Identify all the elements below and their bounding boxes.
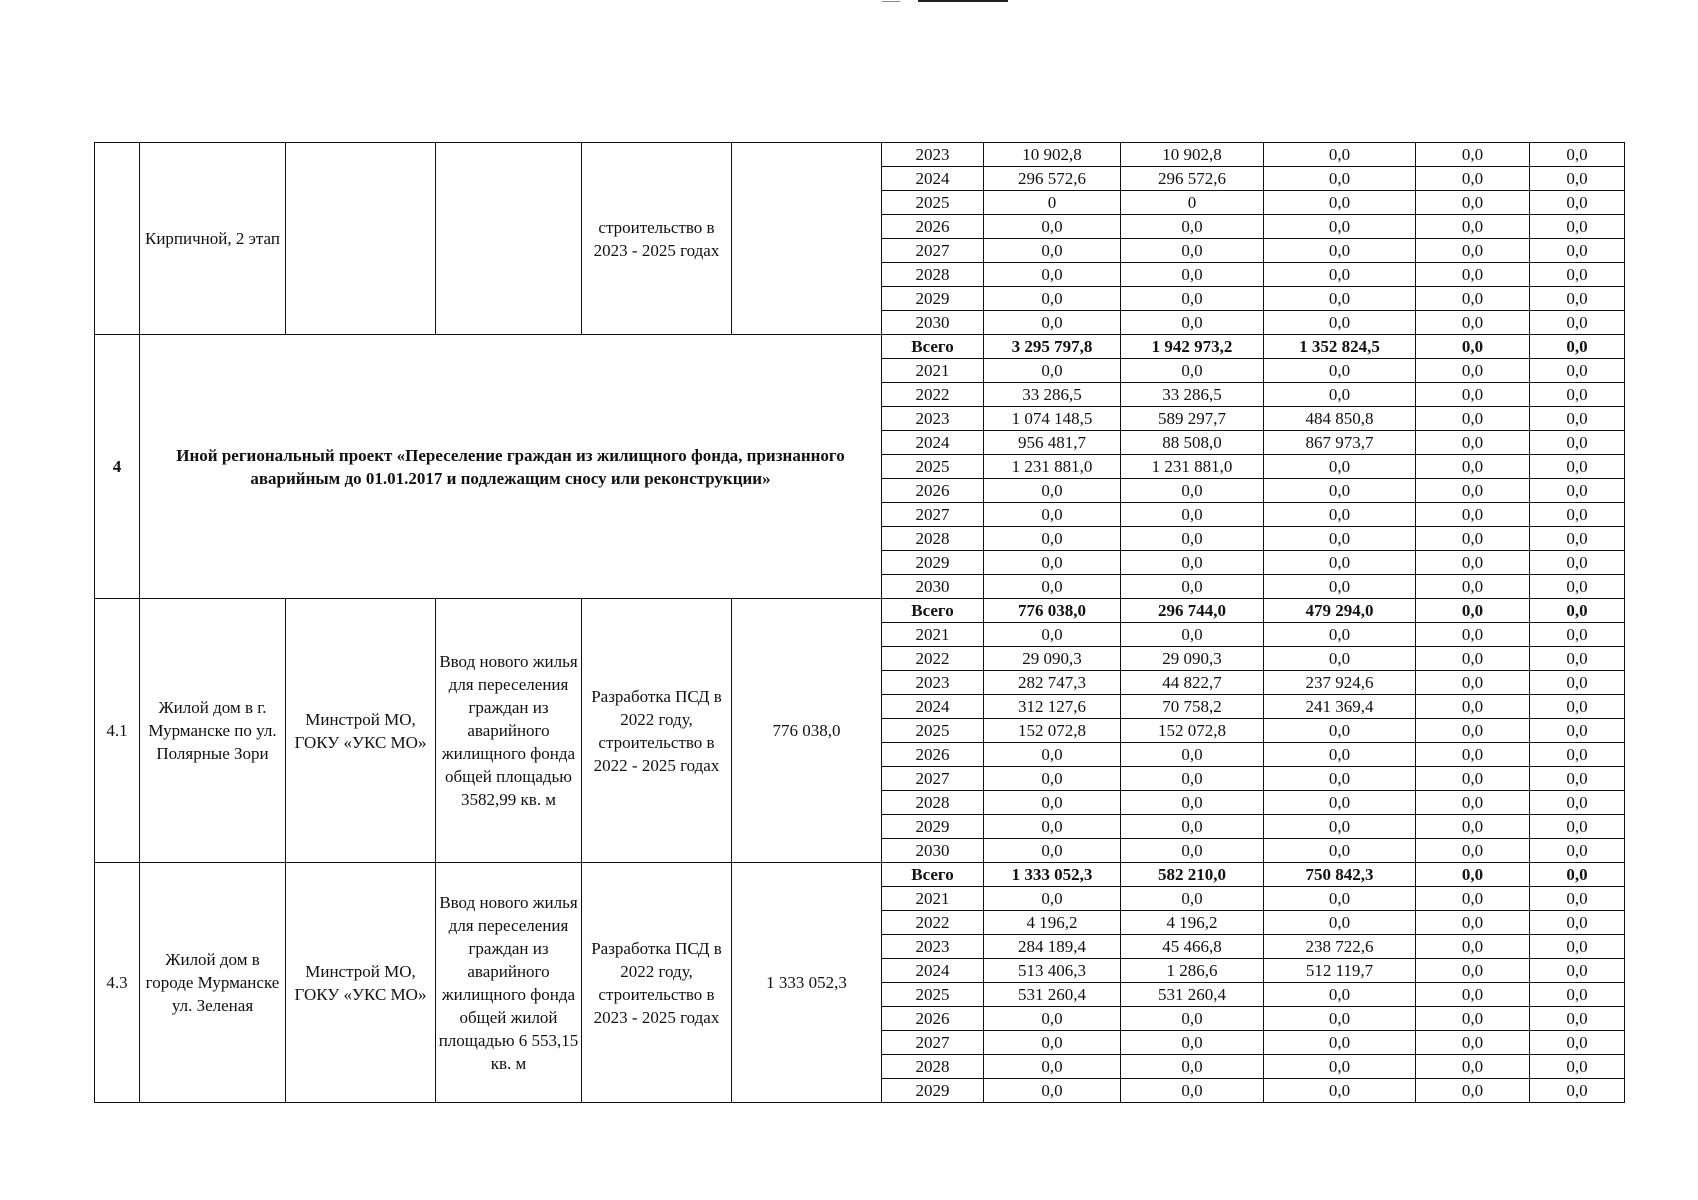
total-label-cell: Всего xyxy=(882,599,984,623)
value-cell: 0,0 xyxy=(1416,1031,1530,1055)
value-cell: 241 369,4 xyxy=(1264,695,1416,719)
value-cell: 0,0 xyxy=(1530,479,1625,503)
year-cell: 2024 xyxy=(882,695,984,719)
value-cell: 4 196,2 xyxy=(984,911,1121,935)
item-name-cell: Жилой дом в городе Мурманске ул. Зеленая xyxy=(140,863,286,1103)
value-cell: 0,0 xyxy=(1264,767,1416,791)
value-cell: 0,0 xyxy=(1416,815,1530,839)
value-cell: 0,0 xyxy=(1416,359,1530,383)
year-cell: 2027 xyxy=(882,1031,984,1055)
value-cell: 0,0 xyxy=(1530,287,1625,311)
value-cell: 10 902,8 xyxy=(1121,143,1264,167)
value-cell: 0,0 xyxy=(1121,503,1264,527)
year-cell: 2028 xyxy=(882,263,984,287)
value-cell: 0,0 xyxy=(1530,167,1625,191)
year-cell: 2022 xyxy=(882,383,984,407)
value-cell: 0,0 xyxy=(1416,599,1530,623)
value-cell: 0,0 xyxy=(984,263,1121,287)
value-cell: 0,0 xyxy=(1416,431,1530,455)
value-cell: 0,0 xyxy=(1416,239,1530,263)
value-cell: 152 072,8 xyxy=(984,719,1121,743)
value-cell: 0,0 xyxy=(1530,815,1625,839)
value-cell: 0,0 xyxy=(1121,575,1264,599)
value-cell: 88 508,0 xyxy=(1121,431,1264,455)
item-name-cell: Жилой дом в г. Мурманске по ул. Полярные Зори xyxy=(140,599,286,863)
value-cell: 0,0 xyxy=(1530,551,1625,575)
value-cell: 531 260,4 xyxy=(1121,983,1264,1007)
value-cell: 0,0 xyxy=(1416,863,1530,887)
value-cell: 296 572,6 xyxy=(1121,167,1264,191)
value-cell: 0,0 xyxy=(984,503,1121,527)
value-cell: 0,0 xyxy=(1530,983,1625,1007)
value-cell: 0,0 xyxy=(1530,1031,1625,1055)
value-cell: 0,0 xyxy=(984,479,1121,503)
value-cell: 0,0 xyxy=(1416,191,1530,215)
value-cell: 0,0 xyxy=(1416,1055,1530,1079)
value-cell: 0,0 xyxy=(1530,359,1625,383)
value-cell: 0,0 xyxy=(1121,527,1264,551)
value-cell: 237 924,6 xyxy=(1264,671,1416,695)
year-cell: 2025 xyxy=(882,191,984,215)
value-cell: 867 973,7 xyxy=(1264,431,1416,455)
value-cell: 45 466,8 xyxy=(1121,935,1264,959)
year-cell: 2024 xyxy=(882,959,984,983)
value-cell: 0,0 xyxy=(1530,455,1625,479)
value-cell: 0,0 xyxy=(1264,479,1416,503)
year-cell: 2029 xyxy=(882,551,984,575)
executor-cell: Минстрой МО, ГОКУ «УКС МО» xyxy=(286,599,436,863)
item-number-cell: 4 xyxy=(95,335,140,599)
item-number-cell: 4.3 xyxy=(95,863,140,1103)
value-cell: 0,0 xyxy=(1416,1007,1530,1031)
value-cell: 0,0 xyxy=(1416,383,1530,407)
value-cell: 0,0 xyxy=(984,887,1121,911)
value-cell: 0,0 xyxy=(1264,647,1416,671)
value-cell: 0,0 xyxy=(1416,143,1530,167)
year-cell: 2021 xyxy=(882,359,984,383)
value-cell: 0,0 xyxy=(1530,191,1625,215)
value-cell: 0,0 xyxy=(984,287,1121,311)
value-cell: 0,0 xyxy=(1264,383,1416,407)
year-cell: 2027 xyxy=(882,767,984,791)
value-cell: 0,0 xyxy=(1264,887,1416,911)
value-cell: 1 942 973,2 xyxy=(1121,335,1264,359)
year-cell: 2030 xyxy=(882,839,984,863)
year-cell: 2024 xyxy=(882,431,984,455)
value-cell: 0,0 xyxy=(984,1079,1121,1103)
value-cell: 0,0 xyxy=(1121,623,1264,647)
value-cell: 0,0 xyxy=(1416,503,1530,527)
value-cell: 0,0 xyxy=(1416,263,1530,287)
value-cell: 0,0 xyxy=(1416,743,1530,767)
value-cell: 0,0 xyxy=(1416,407,1530,431)
table-row-total xyxy=(95,599,1625,623)
value-cell: 0,0 xyxy=(1416,671,1530,695)
value-cell: 0,0 xyxy=(1530,671,1625,695)
value-cell: 0,0 xyxy=(1264,527,1416,551)
value-cell: 0,0 xyxy=(984,551,1121,575)
value-cell: 0,0 xyxy=(1121,767,1264,791)
total-label-cell: Всего xyxy=(882,863,984,887)
value-cell: 531 260,4 xyxy=(984,983,1121,1007)
value-cell: 0,0 xyxy=(1530,959,1625,983)
value-cell: 0,0 xyxy=(1416,911,1530,935)
value-cell: 0,0 xyxy=(1416,959,1530,983)
year-cell: 2023 xyxy=(882,143,984,167)
value-cell: 513 406,3 xyxy=(984,959,1121,983)
year-cell: 2026 xyxy=(882,479,984,503)
value-cell: 0,0 xyxy=(1416,335,1530,359)
value-cell: 0,0 xyxy=(1121,1031,1264,1055)
total-label-cell: Всего xyxy=(882,335,984,359)
value-cell: 0,0 xyxy=(1264,215,1416,239)
value-cell: 33 286,5 xyxy=(984,383,1121,407)
value-cell: 0,0 xyxy=(1416,479,1530,503)
value-cell: 512 119,7 xyxy=(1264,959,1416,983)
value-cell: 0,0 xyxy=(1121,1079,1264,1103)
year-cell: 2028 xyxy=(882,791,984,815)
value-cell: 0,0 xyxy=(1416,935,1530,959)
value-cell: 0,0 xyxy=(1416,695,1530,719)
description-cell xyxy=(436,143,582,335)
value-cell: 0,0 xyxy=(1416,839,1530,863)
value-cell: 0,0 xyxy=(1121,887,1264,911)
year-cell: 2023 xyxy=(882,935,984,959)
value-cell: 0,0 xyxy=(984,1055,1121,1079)
value-cell: 0,0 xyxy=(984,767,1121,791)
value-cell: 776 038,0 xyxy=(984,599,1121,623)
year-cell: 2021 xyxy=(882,623,984,647)
value-cell: 284 189,4 xyxy=(984,935,1121,959)
year-cell: 2026 xyxy=(882,1007,984,1031)
value-cell: 0,0 xyxy=(1121,1055,1264,1079)
value-cell: 10 902,8 xyxy=(984,143,1121,167)
value-cell: 70 758,2 xyxy=(1121,695,1264,719)
value-cell: 0,0 xyxy=(1530,383,1625,407)
item-name-cell: Кирпичной, 2 этап xyxy=(140,143,286,335)
value-cell: 0,0 xyxy=(1416,623,1530,647)
year-cell: 2026 xyxy=(882,215,984,239)
value-cell: 3 295 797,8 xyxy=(984,335,1121,359)
value-cell: 44 822,7 xyxy=(1121,671,1264,695)
value-cell: 0,0 xyxy=(1121,743,1264,767)
value-cell: 1 286,6 xyxy=(1121,959,1264,983)
value-cell: 0,0 xyxy=(1121,359,1264,383)
value-cell: 238 722,6 xyxy=(1264,935,1416,959)
year-cell: 2028 xyxy=(882,1055,984,1079)
executor-cell xyxy=(286,143,436,335)
value-cell: 0,0 xyxy=(1121,215,1264,239)
value-cell: 0,0 xyxy=(984,623,1121,647)
table-row-total xyxy=(95,335,1625,359)
value-cell: 0,0 xyxy=(1121,263,1264,287)
value-cell: 0,0 xyxy=(1264,1031,1416,1055)
value-cell: 0,0 xyxy=(1530,239,1625,263)
value-cell: 0,0 xyxy=(1530,311,1625,335)
value-cell: 0,0 xyxy=(984,1031,1121,1055)
value-cell: 0,0 xyxy=(1264,287,1416,311)
item-number-cell xyxy=(95,143,140,335)
scan-mark xyxy=(918,0,1008,2)
cost-cell: 776 038,0 xyxy=(732,599,882,863)
value-cell: 33 286,5 xyxy=(1121,383,1264,407)
value-cell: 0,0 xyxy=(1530,527,1625,551)
value-cell: 0,0 xyxy=(984,215,1121,239)
scan-mark-small xyxy=(882,1,900,2)
value-cell: 0,0 xyxy=(1264,167,1416,191)
value-cell: 0,0 xyxy=(1530,719,1625,743)
value-cell: 0,0 xyxy=(1264,551,1416,575)
value-cell: 0,0 xyxy=(1530,431,1625,455)
value-cell: 0,0 xyxy=(1530,767,1625,791)
value-cell: 0,0 xyxy=(984,527,1121,551)
value-cell: 0,0 xyxy=(1530,791,1625,815)
value-cell: 0,0 xyxy=(1416,575,1530,599)
value-cell: 0,0 xyxy=(1530,1055,1625,1079)
value-cell: 0,0 xyxy=(984,1007,1121,1031)
year-cell: 2023 xyxy=(882,407,984,431)
value-cell: 0,0 xyxy=(1264,143,1416,167)
value-cell: 0,0 xyxy=(984,575,1121,599)
value-cell: 750 842,3 xyxy=(1264,863,1416,887)
cost-cell xyxy=(732,143,882,335)
description-cell: Ввод нового жилья для переселения граждан из аварийного жилищного фонда общей площадью 3582,99 кв. м xyxy=(436,599,582,863)
value-cell: 0 xyxy=(984,191,1121,215)
value-cell: 0,0 xyxy=(1264,575,1416,599)
value-cell: 0,0 xyxy=(1530,335,1625,359)
value-cell: 0,0 xyxy=(1530,935,1625,959)
value-cell: 4 196,2 xyxy=(1121,911,1264,935)
year-cell: 2025 xyxy=(882,983,984,1007)
value-cell: 0,0 xyxy=(984,239,1121,263)
value-cell: 0,0 xyxy=(984,311,1121,335)
year-cell: 2028 xyxy=(882,527,984,551)
value-cell: 0,0 xyxy=(984,359,1121,383)
item-number-cell: 4.1 xyxy=(95,599,140,863)
year-cell: 2021 xyxy=(882,887,984,911)
value-cell: 0,0 xyxy=(1530,839,1625,863)
year-cell: 2022 xyxy=(882,647,984,671)
value-cell: 0,0 xyxy=(1416,1079,1530,1103)
value-cell: 0,0 xyxy=(1416,311,1530,335)
value-cell: 1 074 148,5 xyxy=(984,407,1121,431)
value-cell: 0,0 xyxy=(1416,791,1530,815)
value-cell: 0,0 xyxy=(1264,311,1416,335)
value-cell: 0,0 xyxy=(1264,791,1416,815)
value-cell: 0,0 xyxy=(1264,839,1416,863)
value-cell: 0,0 xyxy=(1530,215,1625,239)
value-cell: 0,0 xyxy=(1121,815,1264,839)
value-cell: 0,0 xyxy=(1264,455,1416,479)
value-cell: 0,0 xyxy=(1416,719,1530,743)
value-cell: 0,0 xyxy=(1264,1007,1416,1031)
value-cell: 0,0 xyxy=(1530,503,1625,527)
timeline-cell: Разработка ПСД в 2022 году, строительство в 2023 - 2025 годах xyxy=(582,863,732,1103)
value-cell: 0,0 xyxy=(984,839,1121,863)
year-cell: 2027 xyxy=(882,239,984,263)
value-cell: 152 072,8 xyxy=(1121,719,1264,743)
value-cell: 0,0 xyxy=(1530,743,1625,767)
value-cell: 0,0 xyxy=(1416,215,1530,239)
year-cell: 2029 xyxy=(882,1079,984,1103)
description-cell: Ввод нового жилья для переселения граждан из аварийного жилищного фонда общей жилой площадью 6 553,15 кв. м xyxy=(436,863,582,1103)
year-cell: 2029 xyxy=(882,287,984,311)
value-cell: 0,0 xyxy=(1416,767,1530,791)
value-cell: 0,0 xyxy=(1530,695,1625,719)
value-cell: 0,0 xyxy=(1121,1007,1264,1031)
year-cell: 2025 xyxy=(882,719,984,743)
financing-table xyxy=(94,142,1625,1103)
value-cell: 0,0 xyxy=(1121,311,1264,335)
value-cell: 0,0 xyxy=(984,815,1121,839)
value-cell: 582 210,0 xyxy=(1121,863,1264,887)
value-cell: 956 481,7 xyxy=(984,431,1121,455)
value-cell: 0,0 xyxy=(1416,887,1530,911)
value-cell: 0,0 xyxy=(1121,479,1264,503)
value-cell: 589 297,7 xyxy=(1121,407,1264,431)
value-cell: 0,0 xyxy=(984,743,1121,767)
value-cell: 0 xyxy=(1121,191,1264,215)
value-cell: 312 127,6 xyxy=(984,695,1121,719)
value-cell: 296 572,6 xyxy=(984,167,1121,191)
value-cell: 0,0 xyxy=(1530,599,1625,623)
value-cell: 0,0 xyxy=(1416,287,1530,311)
value-cell: 0,0 xyxy=(1530,623,1625,647)
value-cell: 0,0 xyxy=(1530,887,1625,911)
value-cell: 0,0 xyxy=(1416,647,1530,671)
value-cell: 0,0 xyxy=(1264,983,1416,1007)
value-cell: 484 850,8 xyxy=(1264,407,1416,431)
timeline-cell: строительство в 2023 - 2025 годах xyxy=(582,143,732,335)
table-row xyxy=(95,143,1625,167)
table-row-total xyxy=(95,863,1625,887)
value-cell: 1 352 824,5 xyxy=(1264,335,1416,359)
value-cell: 0,0 xyxy=(1264,719,1416,743)
value-cell: 296 744,0 xyxy=(1121,599,1264,623)
value-cell: 0,0 xyxy=(1416,551,1530,575)
year-cell: 2029 xyxy=(882,815,984,839)
year-cell: 2027 xyxy=(882,503,984,527)
value-cell: 0,0 xyxy=(1530,911,1625,935)
value-cell: 0,0 xyxy=(1264,263,1416,287)
year-cell: 2024 xyxy=(882,167,984,191)
value-cell: 0,0 xyxy=(1416,455,1530,479)
value-cell: 0,0 xyxy=(1416,167,1530,191)
year-cell: 2025 xyxy=(882,455,984,479)
value-cell: 0,0 xyxy=(1264,359,1416,383)
value-cell: 0,0 xyxy=(1121,287,1264,311)
value-cell: 0,0 xyxy=(984,791,1121,815)
value-cell: 0,0 xyxy=(1264,911,1416,935)
project-title-cell: Иной региональный проект «Переселение граждан из жилищного фонда, признанного аварийным до 01.01.2017 и подлежащим сносу или реконструкции» xyxy=(140,335,882,599)
value-cell: 1 333 052,3 xyxy=(984,863,1121,887)
year-cell: 2030 xyxy=(882,575,984,599)
value-cell: 0,0 xyxy=(1121,239,1264,263)
value-cell: 0,0 xyxy=(1264,815,1416,839)
value-cell: 0,0 xyxy=(1530,575,1625,599)
year-cell: 2030 xyxy=(882,311,984,335)
value-cell: 0,0 xyxy=(1121,791,1264,815)
value-cell: 29 090,3 xyxy=(984,647,1121,671)
timeline-cell: Разработка ПСД в 2022 году, строительство в 2022 - 2025 годах xyxy=(582,599,732,863)
value-cell: 0,0 xyxy=(1264,503,1416,527)
value-cell: 29 090,3 xyxy=(1121,647,1264,671)
year-cell: 2023 xyxy=(882,671,984,695)
value-cell: 0,0 xyxy=(1264,1055,1416,1079)
value-cell: 0,0 xyxy=(1121,551,1264,575)
value-cell: 0,0 xyxy=(1264,743,1416,767)
value-cell: 0,0 xyxy=(1264,1079,1416,1103)
value-cell: 0,0 xyxy=(1264,623,1416,647)
cost-cell: 1 333 052,3 xyxy=(732,863,882,1103)
executor-cell: Минстрой МО, ГОКУ «УКС МО» xyxy=(286,863,436,1103)
value-cell: 0,0 xyxy=(1121,839,1264,863)
value-cell: 0,0 xyxy=(1530,263,1625,287)
year-cell: 2022 xyxy=(882,911,984,935)
value-cell: 0,0 xyxy=(1530,407,1625,431)
value-cell: 0,0 xyxy=(1264,239,1416,263)
value-cell: 479 294,0 xyxy=(1264,599,1416,623)
value-cell: 282 747,3 xyxy=(984,671,1121,695)
value-cell: 0,0 xyxy=(1264,191,1416,215)
year-cell: 2026 xyxy=(882,743,984,767)
value-cell: 1 231 881,0 xyxy=(984,455,1121,479)
value-cell: 1 231 881,0 xyxy=(1121,455,1264,479)
value-cell: 0,0 xyxy=(1416,983,1530,1007)
value-cell: 0,0 xyxy=(1530,143,1625,167)
value-cell: 0,0 xyxy=(1530,863,1625,887)
value-cell: 0,0 xyxy=(1530,1079,1625,1103)
value-cell: 0,0 xyxy=(1530,647,1625,671)
value-cell: 0,0 xyxy=(1530,1007,1625,1031)
value-cell: 0,0 xyxy=(1416,527,1530,551)
